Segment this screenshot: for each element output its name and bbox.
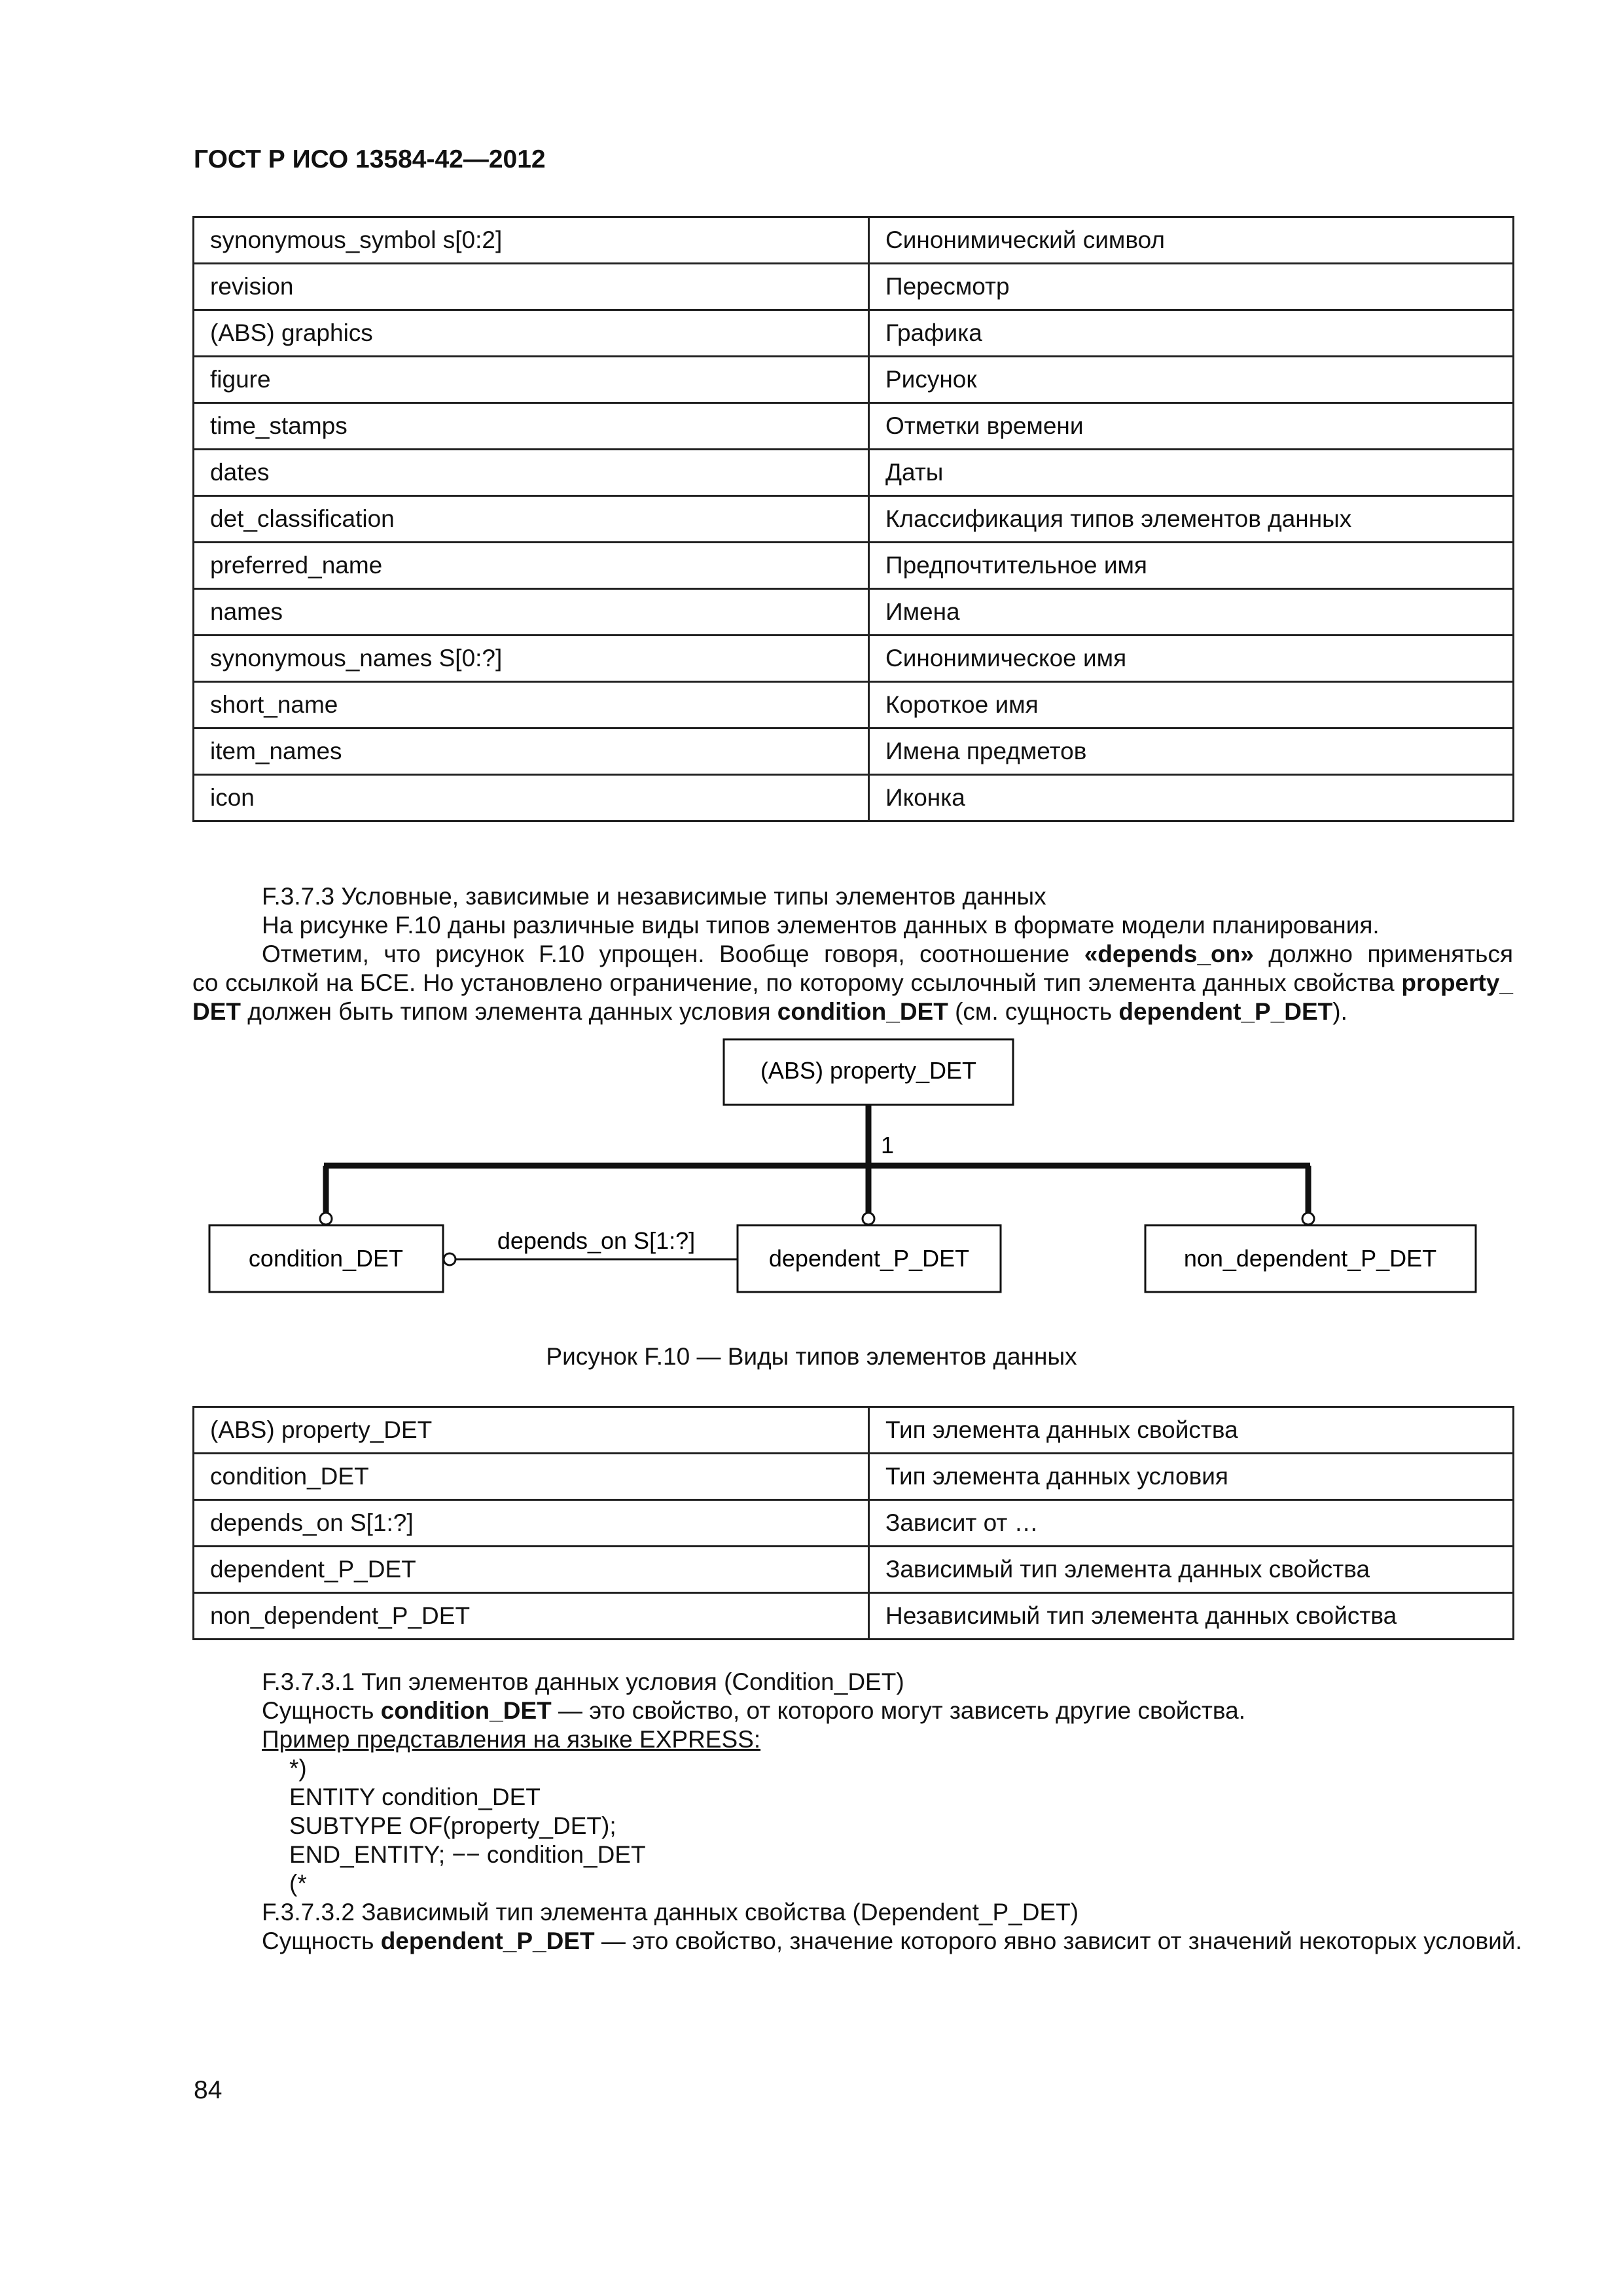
translation-cell: Даты xyxy=(869,450,1514,496)
term-cell: condition_DET xyxy=(194,1454,869,1500)
translation-cell: Рисунок xyxy=(869,357,1514,403)
paragraph-term-property: property_ xyxy=(1401,969,1513,996)
translation-cell: Короткое имя xyxy=(869,682,1514,728)
term-cell: time_stamps xyxy=(194,403,869,450)
translation-cell: Иконка xyxy=(869,775,1514,821)
translation-cell: Тип элемента данных условия xyxy=(869,1454,1514,1500)
translation-cell: Тип элемента данных свойства xyxy=(869,1407,1514,1454)
dependent-p-det-label: dependent_P_DET xyxy=(768,1245,970,1272)
condition-det-label: condition_DET xyxy=(248,1245,404,1272)
table-row xyxy=(194,1593,1514,1640)
translation-cell: Синонимическое имя xyxy=(869,636,1514,682)
translation-cell: Графика xyxy=(869,310,1514,357)
term-cell: dependent_P_DET xyxy=(194,1547,869,1593)
term-cell: det_classification xyxy=(194,496,869,543)
branch-end-circle xyxy=(320,1213,332,1225)
table-row xyxy=(194,1407,1514,1454)
depends-on-relation-label: depends_on S[1:?] xyxy=(497,1227,696,1254)
translation-cell: Синонимический символ xyxy=(869,217,1514,264)
term-cell: non_dependent_P_DET xyxy=(194,1593,869,1640)
translation-cell: Независимый тип элемента данных свойства xyxy=(869,1593,1514,1640)
term-cell: figure xyxy=(194,357,869,403)
figure-caption: Рисунок F.10 — Виды типов элементов данных xyxy=(546,1343,1077,1370)
code-line: ENTITY condition_DET xyxy=(289,1784,541,1810)
document-header: ГОСТ Р ИСО 13584-42—2012 xyxy=(194,145,546,173)
code-line: SUBTYPE OF(property_DET); xyxy=(289,1812,616,1839)
translation-cell: Отметки времени xyxy=(869,403,1514,450)
term-cell: (ABS) property_DET xyxy=(194,1407,869,1454)
term-cell: (ABS) graphics xyxy=(194,310,869,357)
code-line: END_ENTITY; −− condition_DET xyxy=(289,1841,646,1868)
term-cell: short_name xyxy=(194,682,869,728)
paragraph-term-dependent-p-det: dependent_P_DET xyxy=(1118,998,1333,1025)
subsection-2-heading: F.3.7.3.2 Зависимый тип элемента данных свойства (Dependent_P_DET) xyxy=(262,1899,1079,1926)
glossary-table-2 xyxy=(192,1406,1514,1640)
translation-cell: Имена предметов xyxy=(869,728,1514,775)
translation-cell: Зависимый тип элемента данных свойства xyxy=(869,1547,1514,1593)
depends-on-relation-circle xyxy=(444,1253,455,1265)
branch-end-circle xyxy=(863,1213,874,1225)
subsection-1-text xyxy=(262,1696,1245,1725)
paragraph-text: Сущность xyxy=(262,1697,381,1724)
translation-cell: Зависит от … xyxy=(869,1500,1514,1547)
translation-cell: Пересмотр xyxy=(869,264,1514,310)
term-cell: preferred_name xyxy=(194,543,869,589)
section-paragraph-1: На рисунке F.10 даны различные виды типов элементов данных в формате модели планирования. xyxy=(262,912,1380,939)
subsection-1-heading: F.3.7.3.1 Тип элементов данных условия (Condition_DET) xyxy=(262,1668,904,1695)
term-cell: names xyxy=(194,589,869,636)
term-cell: icon xyxy=(194,775,869,821)
code-line: (* xyxy=(289,1870,307,1897)
table-row xyxy=(194,1500,1514,1547)
cardinality-label: 1 xyxy=(881,1132,895,1158)
term-cell: item_names xyxy=(194,728,869,775)
table-row xyxy=(194,1454,1514,1500)
paragraph-term-condition-det: condition_DET xyxy=(777,998,948,1025)
section-heading: F.3.7.3 Условные, зависимые и независимые типы элементов данных xyxy=(262,883,1046,910)
paragraph-term-det: DET xyxy=(192,998,241,1025)
paragraph-text: — это свойство, значение которого явно зависит от значений некоторых условий. xyxy=(594,1928,1522,1954)
paragraph-text: ). xyxy=(1332,998,1347,1025)
term-cell: revision xyxy=(194,264,869,310)
paragraph-text: должно применяться xyxy=(1253,941,1513,967)
term-cell: synonymous_names S[0:?] xyxy=(194,636,869,682)
subsection-2-text xyxy=(262,1927,1522,1956)
non-dependent-p-det-label: non_dependent_P_DET xyxy=(1183,1245,1437,1272)
table-row xyxy=(194,1547,1514,1593)
page-number: 84 xyxy=(194,2076,223,2104)
term-cell: dates xyxy=(194,450,869,496)
term-cell: depends_on S[1:?] xyxy=(194,1500,869,1547)
paragraph-text: Сущность xyxy=(262,1928,381,1954)
paragraph-text: — это свойство, от которого могут зависеть другие свойства. xyxy=(551,1697,1245,1724)
paragraph-text: со ссылкой на БСЕ. Но установлено ограничение, по которому ссылочный тип элемента данных свойства xyxy=(192,969,1402,996)
paragraph-text: Отметим, что рисунок F.10 упрощен. Вообще говоря, соотношение xyxy=(262,941,1084,967)
translation-cell: Предпочтительное имя xyxy=(869,543,1514,589)
express-example-label: Пример представления на языке EXPRESS: xyxy=(262,1726,761,1753)
branch-end-circle xyxy=(1302,1213,1314,1225)
code-line: *) xyxy=(289,1755,307,1782)
translation-cell: Имена xyxy=(869,589,1514,636)
top-entity-label: (ABS) property_DET xyxy=(760,1057,977,1084)
paragraph-term-dependent-p-det: dependent_P_DET xyxy=(380,1928,595,1954)
translation-cell: Классификация типов элементов данных xyxy=(869,496,1514,543)
paragraph-text: (см. сущность xyxy=(948,998,1119,1025)
term-cell: synonymous_symbol s[0:2] xyxy=(194,217,869,264)
paragraph-text: должен быть типом элемента данных условия xyxy=(241,998,777,1025)
paragraph-term-depends-on: «depends_on» xyxy=(1084,941,1254,967)
paragraph-term-condition-det: condition_DET xyxy=(380,1697,552,1724)
